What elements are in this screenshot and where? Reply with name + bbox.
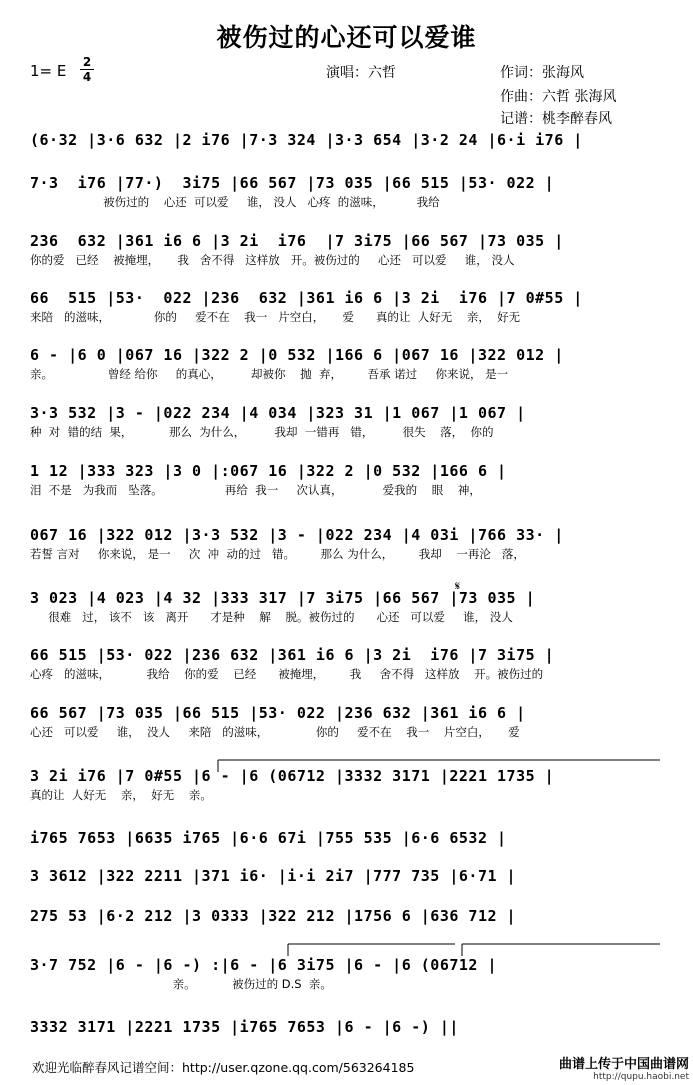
notation-line: 7·3 i76 |77·) 3i75 |66 567 |73 035 |66 515 |53· 022 | (30, 174, 555, 192)
lyrics-line: 你的爱 已经 被掩埋， 我 舍不得 这样放 开。被伤过的 心还 可以爱 谁， 没人 (30, 253, 515, 267)
footer-welcome: 欢迎光临醉春风记谱空间：http://user.qzone.qq.com/563264185 (32, 1060, 415, 1075)
svg-text:𝄋: 𝄋 (455, 579, 461, 593)
lyrics-line: 泪 不是 为我而 坠落。 再给 我一 次认真， 爱我的 眼 神， (30, 483, 481, 497)
notation-line: 3 3612 |322 2211 |371 i6· |i·i 2i7 |777 735 |6·71 | (30, 867, 517, 885)
lyrics-line: 来陪 的滋味， 你的 爱不在 我一 片空白， 爱 真的让 人好无 亲， 好无 (30, 310, 521, 324)
notation-line: 66 515 |53· 022 |236 632 |361 i6 6 |3 2i i76 |7 3i75 | (30, 646, 555, 664)
notation-line: 3·7 752 |6 - |6 -) :|6 - |6 3i75 |6 - |6 (06712 | (30, 956, 498, 974)
notation-line: 6 - |6 0 |067 16 |322 2 |0 532 |166 6 |067 16 |322 012 | (30, 346, 564, 364)
composer-credit: 作曲：六哲 张海风 (500, 89, 617, 105)
notation-line: (6·32 |3·6 632 |2 i76 |7·3 324 |3·3 654 |3·2 24 |6·i i76 | (30, 131, 583, 149)
notation-line: 3332 3171 |2221 1735 |i765 7653 |6 - |6 -) || (30, 1018, 459, 1036)
notation-line: 3·3 532 |3 - |022 234 |4 034 |323 31 |1 067 |1 067 | (30, 404, 526, 422)
lyrics-line: 很难 过， 该不 该 离开 才是种 解 脱。被伤过的 心还 可以爱 谁， 没人 (30, 610, 513, 624)
lyricist-credit: 作词：张海风 (500, 65, 584, 81)
notation-line: 3 023 |4 023 |4 32 |333 317 |7 3i75 |66 567 |73 035 | (30, 589, 536, 607)
lyrics-line: 种 对 错的结 果， 那么 为什么， 我却 一错再 错， 很失 落， 你的 (30, 425, 494, 439)
segno-icon (455, 579, 460, 593)
meter-bottom: 4 (82, 70, 92, 84)
lyrics-line: 心疼 的滋味， 我给 你的爱 已经 被掩埋， 我 舍不得 这样放 开。被伤过的 (30, 667, 544, 681)
lyrics-line: 亲。 曾经 给你 的真心， 却被你 抛 弃， 吾承 诺过 你来说， 是一 (30, 367, 509, 381)
key-signature: 1= E (30, 62, 67, 80)
volta-bracket-3 (462, 944, 660, 956)
volta-bracket-1 (218, 760, 660, 772)
notation-line: 66 515 |53· 022 |236 632 |361 i6 6 |3 2i i76 |7 0#55 | (30, 289, 583, 307)
notation-line: 275 53 |6·2 212 |3 0333 |322 212 |1756 6 |636 712 | (30, 907, 517, 925)
lyrics-line: 亲。 被伤过的 D.S 亲。 (30, 977, 332, 991)
lyrics-line: 若誓 言对 你来说， 是一 次 冲 动的过 错。 那么 为什么， 我却 一再沦 落， (30, 547, 525, 561)
notation-line: 1 12 |333 323 |3 0 |:067 16 |322 2 |0 532 |166 6 | (30, 462, 507, 480)
notation-line: 067 16 |322 012 |3·3 532 |3 - |022 234 |4 03i |766 33· | (30, 526, 564, 544)
notation-line: 236 632 |361 i6 6 |3 2i i76 |7 3i75 |66 567 |73 035 | (30, 232, 564, 250)
site-name: 曲谱上传于中国曲谱网 (558, 1057, 689, 1072)
volta-bracket-2 (288, 944, 455, 956)
site-watermark (559, 1058, 689, 1084)
meter-top: 2 (82, 55, 92, 69)
lyrics-line: 心还 可以爱 谁， 没人 来陪 的滋味， 你的 爱不在 我一 片空白， 爱 (30, 725, 520, 739)
lyrics-line: 真的让 人好无 亲， 好无 亲。 (30, 788, 212, 802)
singer-credit: 演唱：六哲 (326, 65, 396, 81)
transcriber-credit: 记谱：桃李醉春风 (500, 111, 612, 127)
notation-line: 3 2i i76 |7 0#55 |6 - |6 (06712 |3332 3171 |2221 1735 | (30, 767, 555, 785)
lyrics-line: 被伤过的 心还 可以爱 谁， 没人 心疼 的滋味， 我给 (30, 195, 440, 209)
notation-line: 66 567 |73 035 |66 515 |53· 022 |236 632 |361 i6 6 | (30, 704, 526, 722)
site-url: http://qupu.haobi.net (593, 1072, 689, 1082)
notation-line: i765 7653 |6635 i765 |6·6 67i |755 535 |6·6 6532 | (30, 829, 507, 847)
song-title: 被伤过的心还可以爱谁 (216, 23, 477, 52)
